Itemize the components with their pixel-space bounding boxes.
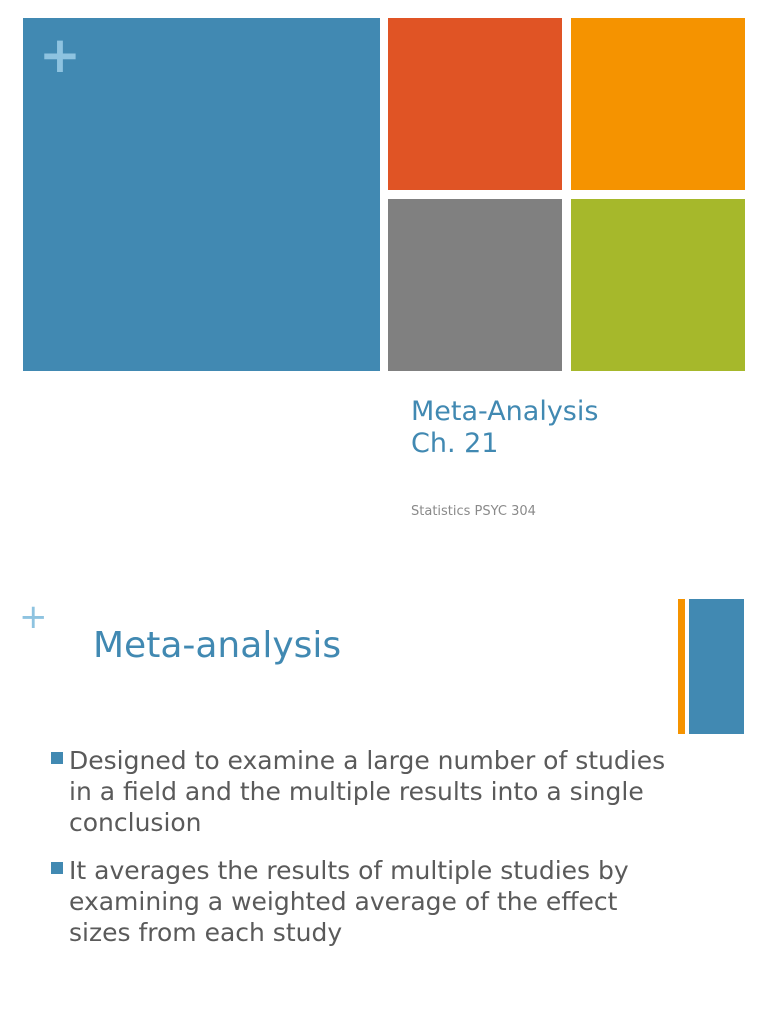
slide-subtitle: Statistics PSYC 304 [411, 504, 536, 519]
accent-orange-bar [678, 599, 685, 734]
list-item [50, 855, 670, 948]
slide-title-line-1: Meta-Analysis [411, 396, 599, 427]
bullet-text: It averages the results of multiple studies by examining a weighted average of the effect sizes from each study [69, 856, 629, 947]
green-tile [571, 199, 745, 371]
bullet-list [50, 745, 670, 965]
square-bullet-icon [51, 752, 63, 764]
content-slide-title: Meta-analysis [93, 625, 342, 666]
orange-tile [571, 18, 745, 190]
list-item [50, 745, 670, 838]
accent-blue-bar [689, 599, 744, 734]
gray-tile [388, 199, 562, 371]
slide-title [411, 396, 751, 460]
plus-icon: + [19, 597, 48, 637]
content-slide [0, 560, 768, 1024]
bullet-text: Designed to examine a large number of studies in a field and the multiple results into a single conclusion [69, 746, 666, 837]
plus-icon: + [39, 26, 81, 84]
square-bullet-icon [51, 862, 63, 874]
red-orange-tile [388, 18, 562, 190]
slide-title-line-2: Ch. 21 [411, 428, 499, 459]
